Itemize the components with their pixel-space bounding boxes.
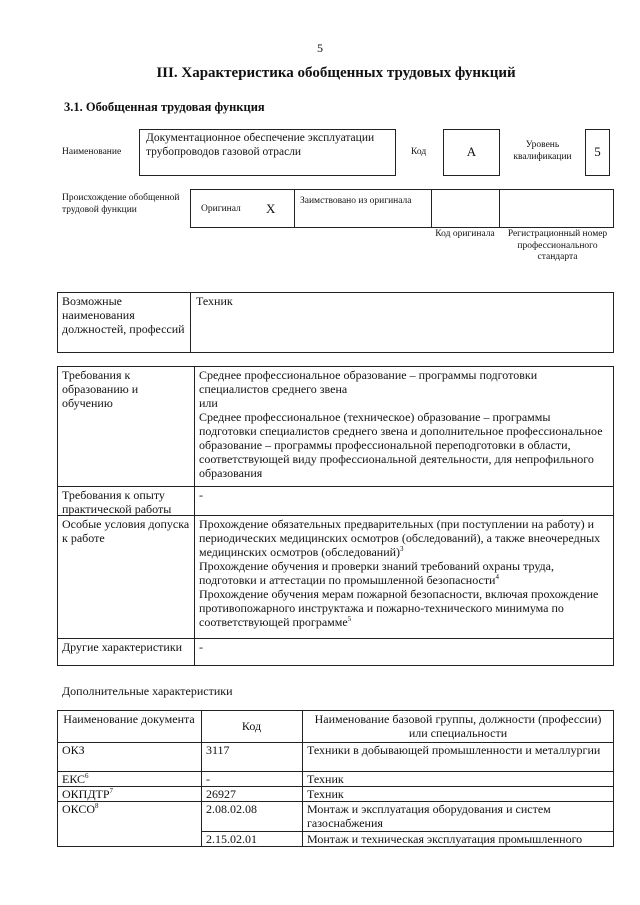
origin-divider-1 xyxy=(294,189,295,228)
add-header-code: Код xyxy=(241,719,262,733)
origin-label: Происхождение обобщенной трудовой функции xyxy=(62,193,180,215)
name-value: Документационное обеспечение эксплуатации трубопроводов газовой отрасли xyxy=(146,132,375,158)
page-number: 5 xyxy=(317,41,323,55)
table-cell-name: Техник xyxy=(307,787,344,801)
origin-divider-3 xyxy=(499,189,500,228)
add-header-doc: Наименование документа xyxy=(63,712,195,726)
add-header-name: Наименование базовой группы, должности (профессии) или специальности xyxy=(314,712,602,740)
original-label: Оригинал xyxy=(201,204,241,214)
special-label: Особые условия допуска к работе xyxy=(62,517,190,545)
table-cell-name: Монтаж и техническая эксплуатация промышленного xyxy=(307,832,583,846)
table-row: ОКПДТР$^7$ xyxy=(62,787,114,801)
table-cell-code: 2.08.02.08 xyxy=(206,802,257,816)
table-cell-code: - xyxy=(206,772,210,786)
reg-number-label: Регистрационный номер профессионального стандарта xyxy=(507,229,608,262)
code-label: Код xyxy=(411,147,427,157)
req-row-line-1 xyxy=(57,486,614,487)
borrowed-label: Заимствовано из оригинала xyxy=(300,196,412,206)
code-value: А xyxy=(466,144,477,159)
code-original-label: Код оригинала xyxy=(435,229,495,239)
level-value: 5 xyxy=(594,144,601,159)
table-row: ОКСО$^8$ xyxy=(62,802,99,816)
education-value: Среднее профессиональное образование – программы подготовки специалистов среднего звена или Среднее профессиональное (техническое) образование – программы подготовки специалистов среднего звена и дополнительное профессиональное образование – программы профессиональной переподготовки в области, соответствующей виду профессиональной деятельности, для непрофильного образования xyxy=(199,368,603,480)
origin-divider-2 xyxy=(431,189,432,228)
req-row-line-3 xyxy=(57,638,614,639)
origin-table xyxy=(190,189,614,228)
experience-value: - xyxy=(199,488,203,502)
table-cell-code: 2.15.02.01 xyxy=(206,832,257,846)
table-cell-code: 3117 xyxy=(206,743,230,757)
positions-value: Техник xyxy=(196,294,233,308)
additional-title: Дополнительные характеристики xyxy=(62,684,233,698)
other-label: Другие характеристики xyxy=(62,640,183,654)
table-cell-name: Техники в добывающей промышленности и металлургии xyxy=(307,743,601,757)
name-label: Наименование xyxy=(62,147,122,157)
table-row: ЕКС$^6$ xyxy=(62,772,89,786)
special-paragraph-2: Прохождение обучения и проверки знаний требований охраны труда, подготовки и аттестации по промышленной безопасности$^4$ xyxy=(199,559,554,587)
add-col-divider-2 xyxy=(302,710,303,847)
subsection-title: 3.1. Обобщенная трудовая функция xyxy=(64,100,265,114)
positions-label: Возможные наименования должностей, профессий xyxy=(62,294,185,336)
positions-divider xyxy=(190,292,191,353)
level-label: Уровень квалификации xyxy=(513,140,572,162)
special-paragraph-3: Прохождение обучения мерам пожарной безопасности, включая прохождение противопожарного инструктажа и пожарно-технического минимума по соответствующей программе$^5$ xyxy=(199,587,599,629)
requirements-divider xyxy=(194,366,195,666)
original-mark: X xyxy=(266,201,276,216)
experience-label: Требования к опыту практической работы xyxy=(62,488,172,516)
special-value xyxy=(199,517,609,629)
table-cell-name: Монтаж и эксплуатация оборудования и систем газоснабжения xyxy=(307,802,551,830)
table-cell-name: Техник xyxy=(307,772,344,786)
education-label: Требования к образованию и обучению xyxy=(62,368,139,410)
other-value: - xyxy=(199,640,203,654)
section-title: III. Характеристика обобщенных трудовых функций xyxy=(156,65,516,81)
special-paragraph-1: Прохождение обязательных предварительных (при поступлении на работу) и периодических медицинских осмотров (обследований), а также внеочередных медицинских осмотров (обследований)$^3$ xyxy=(199,517,601,559)
table-row: ОКЗ xyxy=(62,743,85,757)
table-cell-code: 26927 xyxy=(206,787,236,801)
